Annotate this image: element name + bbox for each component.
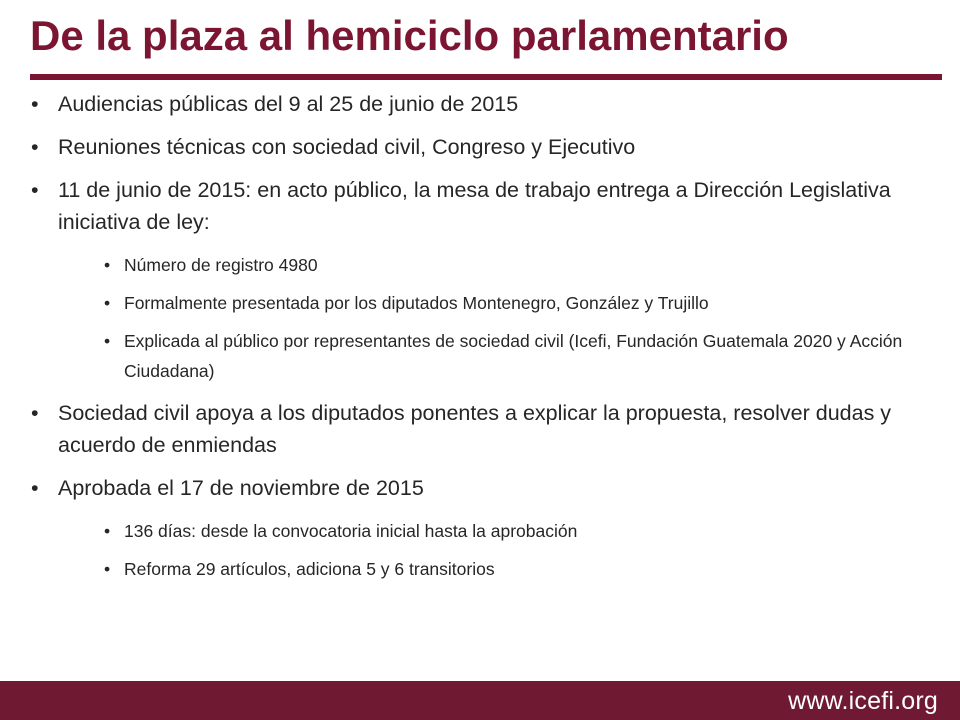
sub-bullet-list <box>58 250 910 386</box>
bullet-text: Audiencias públicas del 9 al 25 de junio de 2015 <box>58 92 519 116</box>
sub-bullet-text: Formalmente presentada por los diputados Montenegro, González y Trujillo <box>124 293 709 313</box>
bullet-item <box>30 174 910 386</box>
bullet-icon: • <box>104 293 111 313</box>
sub-bullet-text: Explicada al público por representantes de sociedad civil (Icefi, Fundación Guatemala 2020 y Acción Ciudadana) <box>124 331 903 381</box>
sub-bullet-item <box>78 288 910 318</box>
bullet-list <box>30 88 910 584</box>
bullet-text: 11 de junio de 2015: en acto público, la mesa de trabajo entrega a Dirección Legislativa iniciativa de ley: <box>58 178 891 234</box>
bullet-icon: • <box>104 559 111 579</box>
title-divider <box>30 74 942 80</box>
bullet-icon: • <box>31 135 39 159</box>
bullet-icon: • <box>104 255 111 275</box>
sub-bullet-text: Número de registro 4980 <box>124 255 318 275</box>
sub-bullet-item <box>78 554 910 584</box>
footer-url: www.icefi.org <box>788 687 938 715</box>
bullet-text: Aprobada el 17 de noviembre de 2015 <box>58 476 424 500</box>
sub-bullet-list <box>58 516 910 584</box>
bullet-item <box>30 472 910 584</box>
bullet-icon: • <box>104 331 111 351</box>
bullet-icon: • <box>31 178 39 202</box>
sub-bullet-text: 136 días: desde la convocatoria inicial hasta la aprobación <box>124 521 578 541</box>
footer-bar <box>0 681 960 720</box>
bullet-icon: • <box>31 476 39 500</box>
bullet-item <box>30 131 910 163</box>
bullet-item <box>30 88 910 120</box>
slide-body <box>30 88 910 595</box>
slide-title: De la plaza al hemiciclo parlamentario <box>30 12 789 59</box>
bullet-item <box>30 397 910 461</box>
bullet-icon: • <box>31 92 39 116</box>
bullet-icon: • <box>31 401 39 425</box>
sub-bullet-item <box>78 250 910 280</box>
bullet-text: Reuniones técnicas con sociedad civil, Congreso y Ejecutivo <box>58 135 636 159</box>
sub-bullet-item <box>78 516 910 546</box>
sub-bullet-item <box>78 326 910 386</box>
sub-bullet-text: Reforma 29 artículos, adiciona 5 y 6 transitorios <box>124 559 495 579</box>
bullet-icon: • <box>104 521 111 541</box>
bullet-text: Sociedad civil apoya a los diputados ponentes a explicar la propuesta, resolver dudas y acuerdo de enmiendas <box>58 401 892 457</box>
